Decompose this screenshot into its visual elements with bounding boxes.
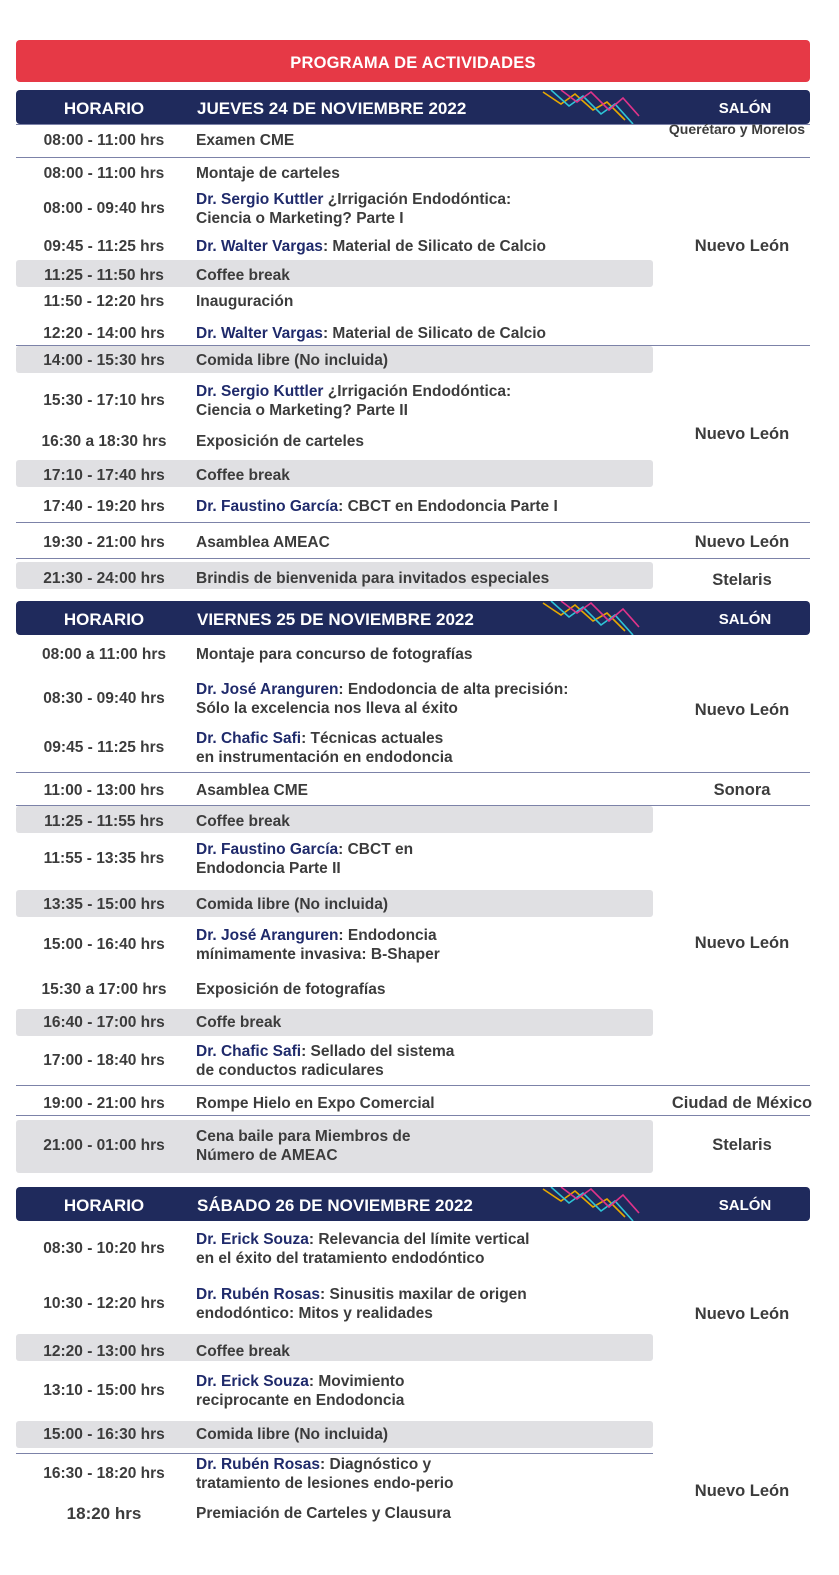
activity-text: : Material de Silicato de Calcio	[322, 325, 547, 342]
session-activity	[196, 980, 385, 999]
activity-text: Coffee break	[196, 267, 290, 284]
session-time: 13:35 - 15:00 hrs	[43, 896, 165, 913]
session-activity	[196, 729, 453, 767]
session-activity	[196, 812, 290, 831]
session-time: 17:10 - 17:40 hrs	[43, 467, 165, 484]
session-time: 15:30 a 17:00 hrs	[41, 981, 167, 998]
speaker-name: Dr. José Aranguren	[196, 681, 339, 698]
activity-text-line2: en el éxito del tratamiento endodóntico	[196, 1250, 485, 1267]
day-date-header: SÁBADO 26 DE NOVIEMBRE 2022	[197, 1196, 473, 1215]
session-activity	[196, 926, 440, 964]
activity-text: Asamblea AMEAC	[196, 534, 330, 551]
session-time: 19:30 - 21:00 hrs	[43, 534, 165, 551]
session-activity	[196, 324, 546, 343]
activity-text: ¿Irrigación Endodóntica:	[323, 383, 512, 400]
speaker-name: Dr. Rubén Rosas	[196, 1456, 321, 1473]
salon-name: Nuevo León	[694, 1305, 790, 1323]
session-time: 08:00 - 11:00 hrs	[43, 132, 165, 149]
day-header	[16, 601, 810, 635]
speaker-name: Dr. Erick Souza	[196, 1231, 309, 1248]
session-time: 15:00 - 16:30 hrs	[43, 1426, 165, 1443]
session-activity	[196, 237, 546, 256]
day-header	[16, 90, 810, 124]
activity-text: Premiación de Carteles y Clausura	[196, 1505, 452, 1522]
session-time: 19:00 - 21:00 hrs	[43, 1095, 165, 1112]
speaker-name: Dr. Sergio Kuttler	[196, 383, 324, 400]
salon-header: SALÓN	[718, 1197, 772, 1214]
session-activity	[196, 351, 388, 370]
horario-header: HORARIO	[63, 99, 145, 118]
activity-text-line2: tratamiento de lesiones endo-perio	[196, 1475, 454, 1492]
session-time: 11:25 - 11:55 hrs	[44, 813, 164, 830]
activity-text: Montaje para concurso de fotografías	[196, 646, 473, 663]
row-divider	[16, 1115, 810, 1116]
session-activity	[196, 266, 290, 285]
activity-text: Brindis de bienvenida para invitados especiales	[196, 570, 550, 587]
session-activity	[196, 533, 330, 552]
salon-name: Nuevo León	[694, 425, 790, 443]
row-divider	[16, 558, 810, 559]
salon-name: Querétaro y Morelos	[668, 121, 806, 137]
activity-text: Comida libre (No incluida)	[196, 896, 389, 913]
session-activity	[196, 1372, 404, 1410]
activity-text: Coffe break	[196, 1014, 282, 1031]
row-divider	[16, 1085, 810, 1086]
activity-text: : Relevancia del límite vertical	[308, 1231, 530, 1248]
session-activity	[196, 164, 340, 183]
session-time: 11:00 - 13:00 hrs	[43, 782, 165, 799]
speaker-name: Dr. Chafic Safi	[196, 730, 302, 747]
activity-text: : CBCT en	[338, 841, 414, 858]
session-time: 08:30 - 09:40 hrs	[43, 690, 165, 707]
day-date-header: JUEVES 24 DE NOVIEMBRE 2022	[197, 99, 467, 118]
session-time: 17:40 - 19:20 hrs	[43, 498, 165, 515]
row-divider	[16, 1453, 653, 1454]
session-time: 16:30 a 18:30 hrs	[41, 433, 167, 450]
session-activity	[196, 497, 558, 516]
activity-text: Cena baile para Miembros de	[196, 1128, 411, 1145]
session-activity	[196, 1504, 451, 1523]
salon-header: SALÓN	[718, 100, 772, 117]
salon-name: Nuevo León	[694, 237, 790, 255]
session-activity	[196, 1094, 435, 1113]
session-time: 08:00 a 11:00 hrs	[41, 646, 167, 663]
activity-text-line2: endodóntico: Mitos y realidades	[196, 1305, 433, 1322]
activity-text-line2: Endodoncia Parte II	[196, 860, 341, 877]
activity-text-line2: en instrumentación en endodoncia	[196, 749, 453, 766]
salon-name: Stelaris	[712, 1136, 772, 1154]
speaker-name: Dr. Faustino García	[196, 498, 339, 515]
activity-text-line2: mínimamente invasiva: B-Shaper	[196, 946, 440, 963]
activity-text: Exposición de carteles	[196, 433, 364, 450]
activity-text: : CBCT en Endodoncia Parte I	[338, 498, 558, 515]
session-activity	[196, 1127, 411, 1165]
salon-name: Nuevo León	[694, 934, 790, 952]
session-activity	[196, 1342, 290, 1361]
session-time: 15:30 - 17:10 hrs	[43, 392, 165, 409]
row-divider	[16, 772, 810, 773]
session-activity	[196, 382, 511, 420]
day-header	[16, 1187, 810, 1221]
session-time: 15:00 - 16:40 hrs	[43, 936, 165, 953]
session-activity	[196, 645, 472, 664]
activity-text: ¿Irrigación Endodóntica:	[323, 191, 512, 208]
activity-text: Examen CME	[196, 132, 295, 149]
activity-text: Coffee break	[196, 467, 290, 484]
decorative-pattern-icon	[541, 1187, 641, 1221]
speaker-name: Dr. Erick Souza	[196, 1373, 309, 1390]
horario-header: HORARIO	[63, 1196, 145, 1215]
activity-text: : Endodoncia	[338, 927, 437, 944]
activity-text: : Sinusitis maxilar de origen	[320, 1286, 527, 1303]
speaker-name: Dr. Faustino García	[196, 841, 339, 858]
session-time: 09:45 - 11:25 hrs	[43, 739, 165, 756]
session-activity	[196, 1455, 454, 1493]
activity-text-line2: reciprocante en Endodoncia	[196, 1392, 405, 1409]
session-time: 10:30 - 12:20 hrs	[43, 1295, 165, 1312]
session-time: 12:20 - 14:00 hrs	[43, 325, 165, 342]
session-activity	[196, 466, 290, 485]
activity-text-line2: Ciencia o Marketing? Parte I	[196, 210, 404, 227]
row-divider	[16, 522, 810, 523]
speaker-name: Dr. José Aranguren	[196, 927, 339, 944]
session-activity	[196, 131, 294, 150]
session-activity	[196, 840, 413, 878]
row-divider	[16, 805, 810, 806]
speaker-name: Dr. Chafic Safi	[196, 1043, 302, 1060]
session-time: 18:20 hrs	[66, 1504, 142, 1523]
session-activity	[196, 1013, 281, 1032]
session-time: 21:00 - 01:00 hrs	[43, 1137, 165, 1154]
session-activity	[196, 190, 511, 228]
activity-text: Comida libre (No incluida)	[196, 352, 389, 369]
speaker-name: Dr. Walter Vargas	[196, 325, 323, 342]
session-time: 14:00 - 15:30 hrs	[43, 352, 165, 369]
activity-text: : Material de Silicato de Calcio	[322, 238, 547, 255]
session-activity	[196, 292, 293, 311]
session-activity	[196, 1425, 388, 1444]
session-activity	[196, 781, 308, 800]
row-divider	[16, 345, 810, 346]
speaker-name: Dr. Rubén Rosas	[196, 1286, 321, 1303]
session-time: 16:40 - 17:00 hrs	[43, 1014, 165, 1031]
session-activity	[196, 432, 364, 451]
activity-text: Montaje de carteles	[196, 165, 340, 182]
speaker-name: Dr. Walter Vargas	[196, 238, 323, 255]
activity-text-line2: Sólo la excelencia nos lleva al éxito	[196, 700, 458, 717]
session-time: 11:50 - 12:20 hrs	[43, 293, 165, 310]
activity-text: Exposición de fotografías	[196, 981, 386, 998]
activity-text-line2: Ciencia o Marketing? Parte II	[196, 402, 408, 419]
session-time: 11:25 - 11:50 hrs	[44, 267, 164, 284]
day-date-header: VIERNES 25 DE NOVIEMBRE 2022	[197, 610, 474, 629]
salon-name: Stelaris	[712, 571, 772, 589]
activity-text-line2: de conductos radiculares	[196, 1062, 384, 1079]
program-title: PROGRAMA DE ACTIVIDADES	[16, 40, 810, 82]
salon-name: Nuevo León	[694, 1482, 790, 1500]
salon-name: Nuevo León	[694, 533, 790, 551]
session-time: 09:45 - 11:25 hrs	[43, 238, 165, 255]
activity-text: Coffee break	[196, 1343, 290, 1360]
activity-text: Asamblea CME	[196, 782, 308, 799]
salon-name: Nuevo León	[694, 701, 790, 719]
session-time: 21:30 - 24:00 hrs	[43, 570, 165, 587]
activity-text: : Endodoncia de alta precisión:	[338, 681, 569, 698]
session-activity	[196, 1285, 527, 1323]
activity-text: : Sellado del sistema	[301, 1043, 455, 1060]
session-time: 16:30 - 18:20 hrs	[43, 1465, 165, 1482]
salon-name: Sonora	[713, 781, 771, 799]
session-time: 08:00 - 09:40 hrs	[43, 200, 165, 217]
session-time: 17:00 - 18:40 hrs	[43, 1052, 165, 1069]
horario-header: HORARIO	[63, 610, 145, 629]
activity-text: Rompe Hielo en Expo Comercial	[196, 1095, 435, 1112]
session-time: 08:00 - 11:00 hrs	[43, 165, 165, 182]
decorative-pattern-icon	[541, 601, 641, 635]
session-activity	[196, 895, 388, 914]
row-divider	[16, 157, 810, 158]
activity-text: Inauguración	[196, 293, 294, 310]
session-activity	[196, 680, 568, 718]
session-activity	[196, 569, 549, 588]
session-activity	[196, 1230, 529, 1268]
activity-text: Comida libre (No incluida)	[196, 1426, 389, 1443]
session-time: 11:55 - 13:35 hrs	[43, 850, 165, 867]
session-activity	[196, 1042, 454, 1080]
session-time: 08:30 - 10:20 hrs	[43, 1240, 165, 1257]
salon-name: Ciudad de México	[671, 1094, 813, 1112]
session-time: 13:10 - 15:00 hrs	[43, 1382, 165, 1399]
session-time: 12:20 - 13:00 hrs	[43, 1343, 165, 1360]
decorative-pattern-icon	[541, 90, 641, 124]
salon-header: SALÓN	[718, 611, 772, 628]
activity-text: : Movimiento	[308, 1373, 405, 1390]
activity-text: Coffee break	[196, 813, 290, 830]
activity-text-line2: Número de AMEAC	[196, 1147, 338, 1164]
activity-text: : Técnicas actuales	[301, 730, 444, 747]
speaker-name: Dr. Sergio Kuttler	[196, 191, 324, 208]
activity-text: : Diagnóstico y	[320, 1456, 432, 1473]
